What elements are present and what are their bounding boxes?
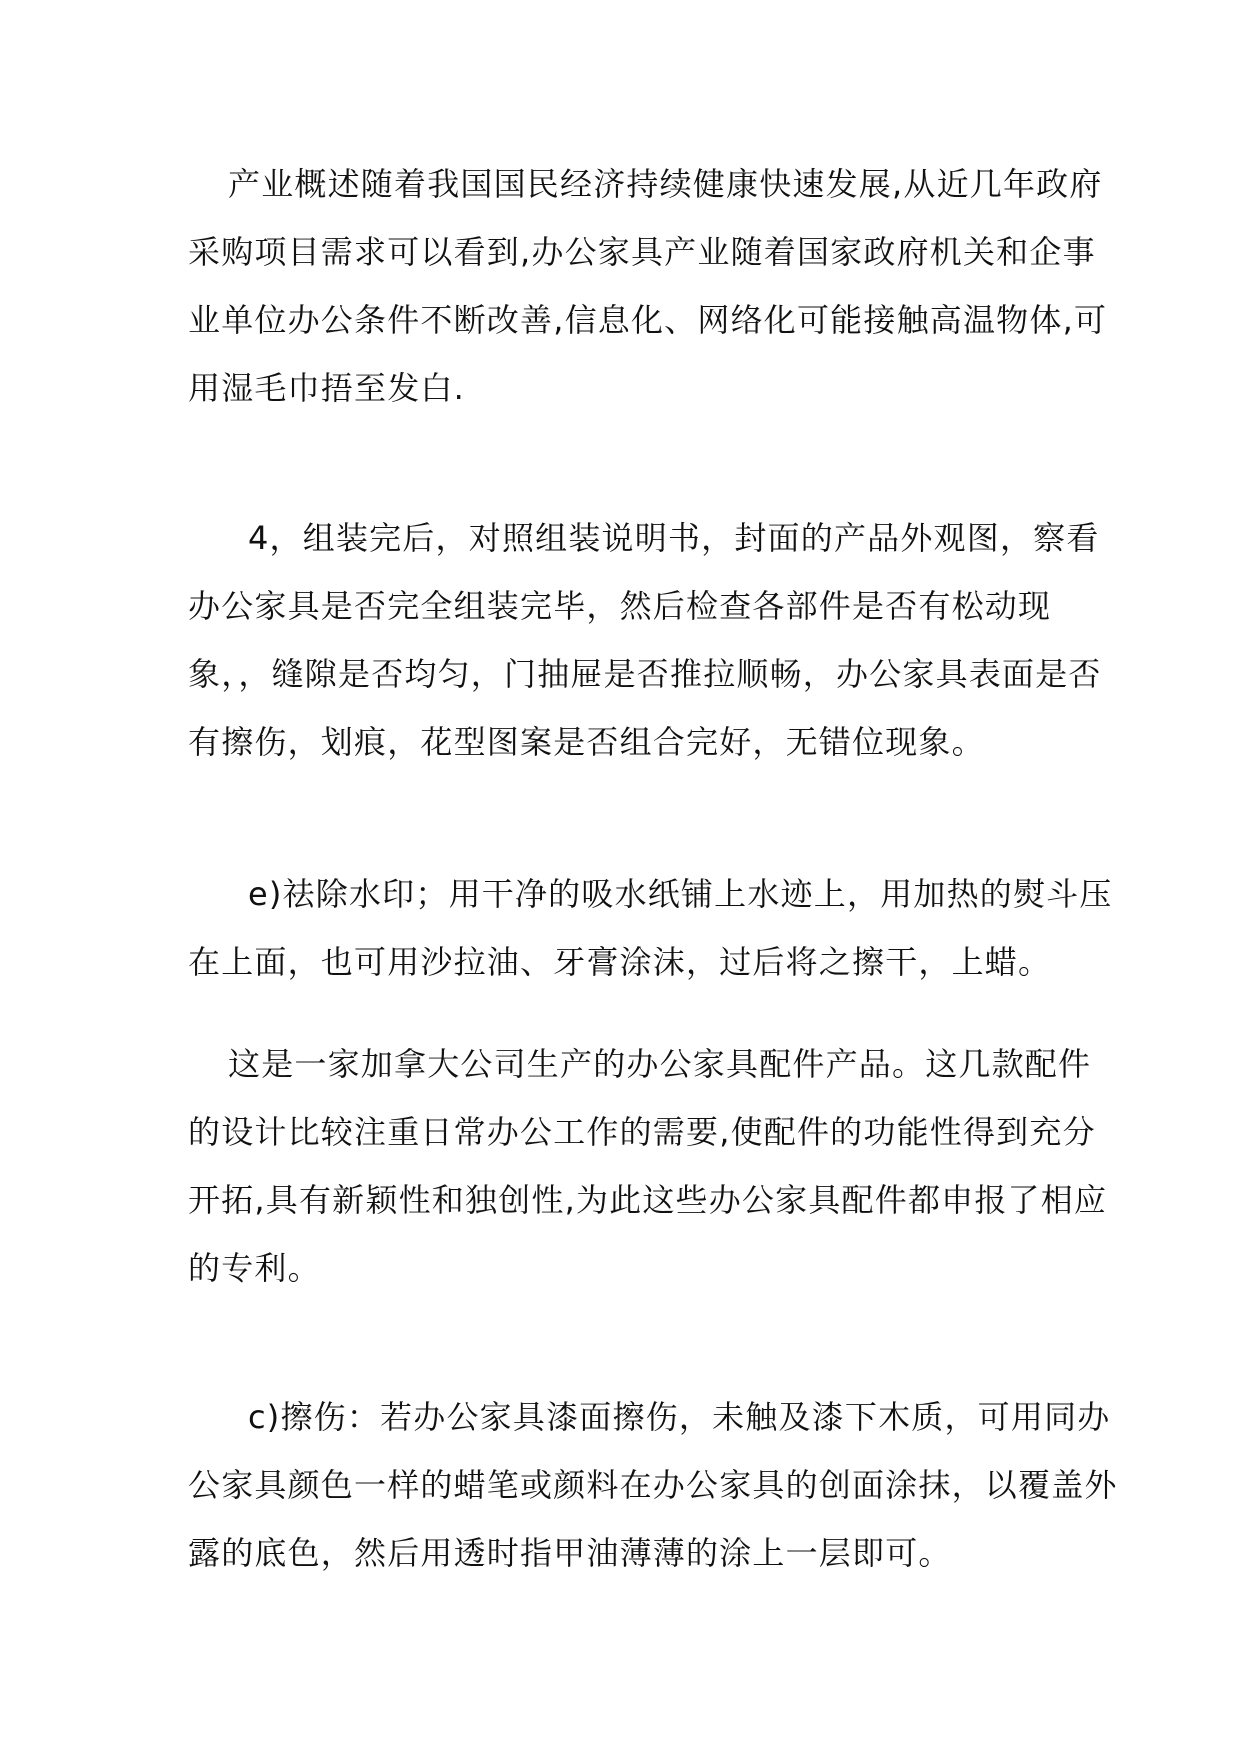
text-line: 这是一家加拿大公司生产的办公家具配件产品。这几款配件: [228, 1045, 1092, 1083]
text-line: 在上面，也可用沙拉油、牙膏涂沫，过后将之擦干，上蜡。: [188, 943, 1052, 981]
text-line: 象，，缝隙是否均匀，门抽屉是否推拉顺畅，办公家具表面是否: [188, 655, 1102, 693]
text-line: 4，组装完后，对照组装说明书，封面的产品外观图，察看: [248, 519, 1100, 557]
text-line: 用湿毛巾捂至发白.: [188, 369, 465, 407]
text-line: c)擦伤：若办公家具漆面擦伤，未触及漆下木质，可用同办: [248, 1398, 1111, 1436]
text-line: 露的底色，然后用透时指甲油薄薄的涂上一层即可。: [188, 1534, 952, 1572]
text-line: 产业概述随着我国国民经济持续健康快速发展,从近几年政府: [228, 165, 1103, 203]
text-line: 开拓,具有新颖性和独创性,为此这些办公家具配件都申报了相应: [188, 1181, 1108, 1219]
paragraph-water-mark-removal: [188, 860, 1113, 996]
text-line: e)祛除水印；用干净的吸水纸铺上水迹上，用加热的熨斗压: [248, 875, 1113, 913]
paragraph-canadian-accessories: [188, 1030, 1108, 1302]
text-line: 有擦伤，划痕，花型图案是否组合完好，无错位现象。: [188, 723, 985, 761]
text-line: 采购项目需求可以看到,办公家具产业随着国家政府机关和企事: [188, 233, 1096, 271]
text-line: 的专利。: [188, 1249, 321, 1287]
paragraph-scratch-repair: [188, 1383, 1118, 1587]
text-line: 公家具颜色一样的蜡笔或颜料在办公家具的创面涂抹，以覆盖外: [188, 1466, 1118, 1504]
text-line: 的设计比较注重日常办公工作的需要,使配件的功能性得到充分: [188, 1113, 1096, 1151]
paragraph-assembly-check: [188, 504, 1102, 776]
paragraph-industry-overview: [188, 150, 1108, 422]
text-line: 业单位办公条件不断改善,信息化、网络化可能接触高温物体,可: [188, 301, 1108, 339]
text-line: 办公家具是否完全组装完毕，然后检查各部件是否有松动现: [188, 587, 1052, 625]
